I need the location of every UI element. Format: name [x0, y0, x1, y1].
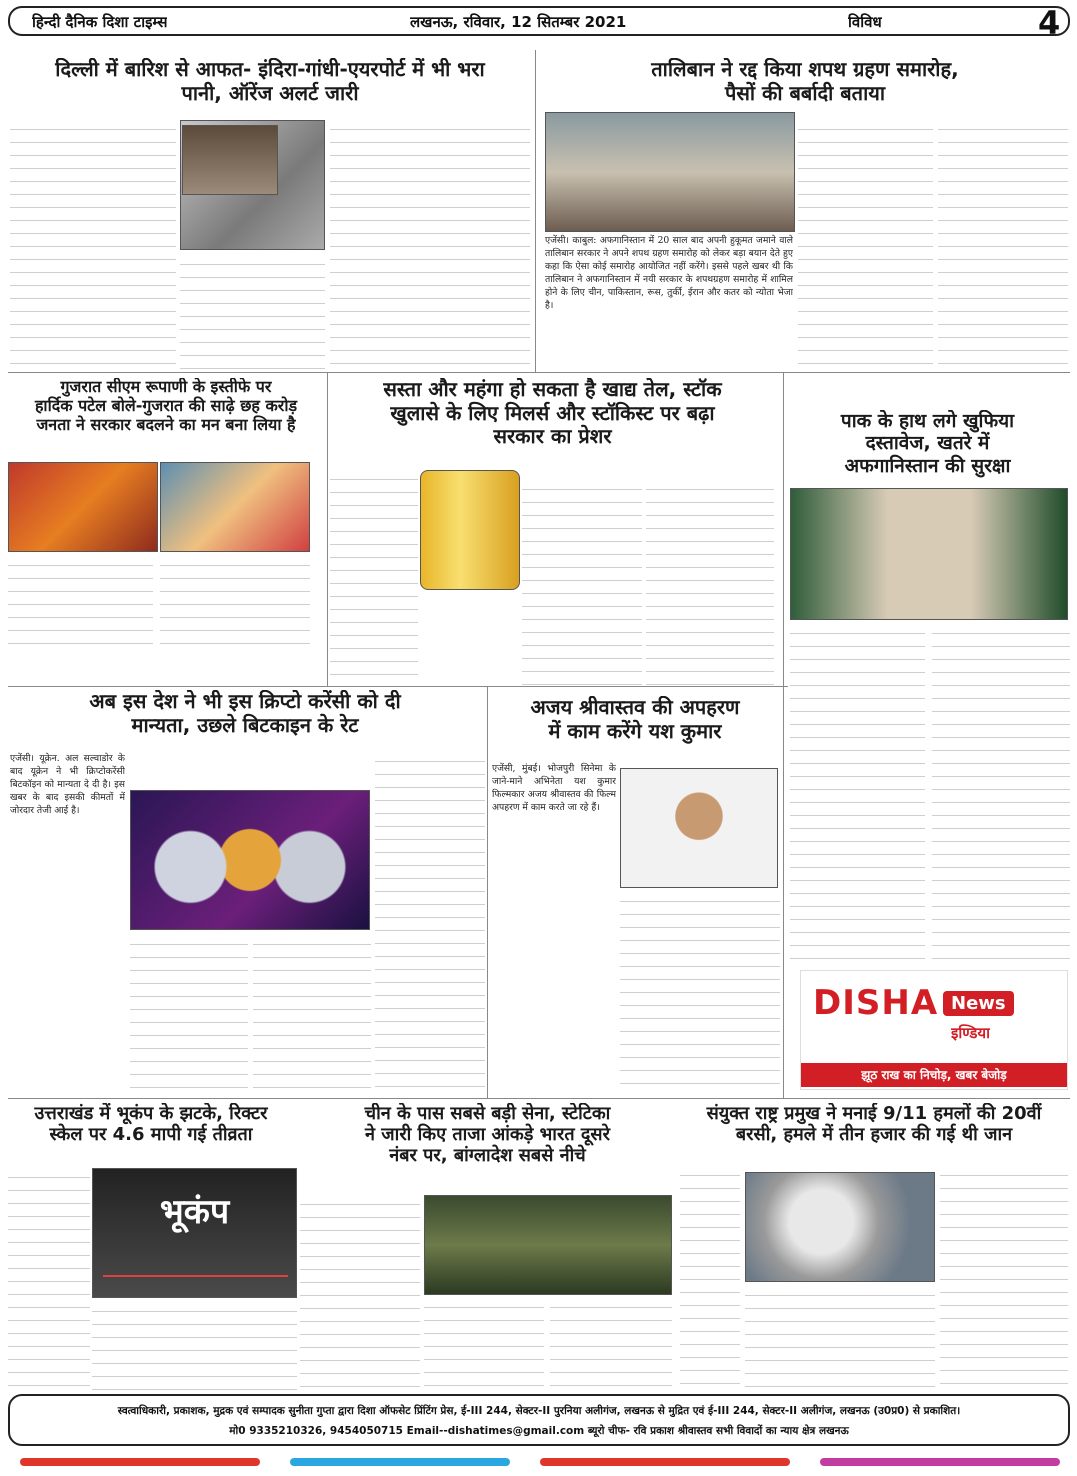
- headline: पानी, ऑरेंज अलर्ट जारी: [181, 80, 359, 105]
- article-body: [646, 480, 774, 685]
- headline: दस्तावेज, खतरे में: [865, 432, 990, 455]
- headline: सरकार का प्रेशर: [493, 424, 612, 449]
- article-taliban: [540, 58, 1070, 118]
- article-body: [798, 120, 933, 365]
- article-body: [424, 1298, 544, 1390]
- headline: चीन के पास सबसे बड़ी सेना, स्टेटिका: [364, 1103, 611, 1124]
- china-army-photo: [424, 1195, 672, 1295]
- headline: मान्यता, उछले बिटकाइन के रेट: [131, 712, 359, 737]
- article-yash: [490, 696, 780, 756]
- divider: [327, 372, 328, 686]
- color-bar-red: [20, 1458, 260, 1466]
- headline: पाक के हाथ लगे खुफिया: [840, 410, 1015, 432]
- article-body: [92, 1302, 297, 1390]
- oil-bottle-image: [420, 470, 520, 590]
- article-earthquake: [6, 1103, 296, 1163]
- article-un-911: [678, 1103, 1070, 1163]
- article-body: [932, 624, 1070, 964]
- article-lead: एजेंसी। यूक्रेन. अल सल्वाडोर के बाद यूक्रेन ने भी क्रिप्टोकरेंसी बिटकॉइन को मान्यता दे दी है। इस खबर के बाद इसकी कीमतों में जोरदार तेजी आई है।: [10, 753, 125, 817]
- article-body: [8, 1168, 90, 1390]
- headline: संयुक्त राष्ट्र प्रमुख ने मनाई 9/11 हमलों की 20वीं: [706, 1103, 1042, 1124]
- section-name: विविध: [848, 13, 882, 31]
- crypto-coins-image: [130, 790, 370, 930]
- article-body: [330, 120, 530, 370]
- earthquake-image: [92, 1168, 297, 1298]
- divider: [783, 372, 784, 1098]
- article-edible-oil: [330, 378, 775, 478]
- imprint-footer: [8, 1394, 1070, 1446]
- ad-brand-suffix: News: [943, 991, 1014, 1016]
- ad-tagline: झूठ राख का निचोड़, खबर बेजोड़: [801, 1063, 1067, 1087]
- yash-kumar-photo: [620, 768, 778, 888]
- masthead: [8, 6, 1070, 36]
- city-date: लखनऊ, रविवार, 12 सितम्बर 2021: [410, 13, 627, 31]
- headline: में काम करेंगे यश कुमार: [548, 718, 722, 743]
- headline: हार्दिक पटेल बोले-गुजरात की साढ़े छह करोड़: [34, 395, 298, 415]
- headline: दिल्ली में बारिश से आफत- इंदिरा-गांधी-एयरपोर्ट में भी भरा: [55, 58, 485, 81]
- article-pak-docs: [785, 410, 1070, 490]
- article-gujarat: [6, 378, 326, 458]
- article-body: [253, 935, 371, 1095]
- article-body: [180, 255, 325, 370]
- article-body: [375, 752, 485, 1092]
- divider: [8, 686, 788, 687]
- article-crypto: [10, 690, 480, 748]
- headline: अजय श्रीवास्तव की अपहरण: [530, 696, 740, 719]
- imprint-line: स्वत्वाधिकारी, प्रकाशक, मुद्रक एवं सम्पादक सुनीता गुप्ता द्वारा दिशा ऑफसेट प्रिंटिंग प्रेस, ई-III 244, सेक्टर-II पुरनिया अलीगंज, लखनऊ से मुद्रित एवं ई-III 244, सेक्टर-II अलीगंज, लखनऊ (उ0प्र0) से प्रकाशित।: [117, 1405, 961, 1417]
- headline: उत्तराखंड में भूकंप के झटके, रिक्टर: [34, 1103, 268, 1124]
- disha-news-ad: [800, 970, 1068, 1090]
- imran-khan-photo: [790, 488, 1068, 620]
- color-bar-magenta: [820, 1458, 1060, 1466]
- article-body: [620, 892, 780, 1092]
- article-body: [300, 1195, 420, 1390]
- divider: [8, 1098, 1070, 1099]
- contact-line: मो0 9335210326, 9454050715 Email--dishatimes@gmail.com ब्यूरो चीफ- रवि प्रकाश श्रीवास्तव सभी विवादों का न्याय क्षेत्र लखनऊ: [229, 1425, 849, 1437]
- article-lead: एजेंसी, मुंबई। भोजपुरी सिनेमा के जाने-माने अभिनेता यश कुमार फिल्मकार अजय श्रीवास्तव की फिल्म अपहरण में काम करते जा रहे हैं।: [492, 763, 616, 814]
- article-body: [680, 1166, 740, 1390]
- page-number: 4: [1038, 6, 1061, 36]
- divider: [8, 372, 1070, 373]
- ad-brand: DISHA: [813, 983, 939, 1023]
- article-lead: एजेंसी। काबुल: अफगानिस्तान में 20 साल बाद अपनी हुकूमत जमाने वाले तालिबान सरकार ने अपने शपथ ग्रहण समारोह को लेकर बड़ा बयान देते हुए कहा कि ऐसा कोई समारोह आयोजित नहीं करेंगे। इससे पहले खबर थी कि तालिबान ने अफगानिस्तान में नयी सरकार के शपथग्रहण समारोह में शामिल होने के लिए चीन, पाकिस्तान, रूस, तुर्की, ईरान और कतर को न्योता भेजा है।: [545, 235, 793, 312]
- paper-name: हिन्दी दैनिक दिशा टाइम्स: [32, 13, 168, 31]
- headline: तालिबान ने रद्द किया शपथ ग्रहण समारोह,: [651, 58, 959, 81]
- headline: नंबर पर, बांग्लादेश सबसे नीचे: [389, 1145, 586, 1167]
- headline: स्केल पर 4.6 मापी गई तीव्रता: [49, 1124, 253, 1146]
- seismograph-line: [103, 1253, 288, 1277]
- article-body: [130, 935, 248, 1095]
- wtc-smoke-photo: [745, 1172, 935, 1282]
- hardik-photo: [8, 462, 158, 552]
- taliban-meeting-photo: [545, 112, 795, 232]
- article-body: [745, 1286, 935, 1390]
- divider: [487, 686, 488, 1098]
- article-body: [940, 1166, 1068, 1390]
- article-body: [550, 1298, 672, 1390]
- ad-region: इण्डिया: [951, 1024, 990, 1042]
- article-body: [160, 556, 310, 656]
- headline: खुलासे के लिए मिलर्स और स्टॉकिस्ट पर बढ़ा: [390, 400, 715, 425]
- rupani-photo: [160, 462, 310, 552]
- airport-photo: [182, 125, 278, 195]
- earthquake-image-text: भूकंप: [159, 1192, 230, 1232]
- divider: [535, 50, 536, 372]
- article-body: [8, 556, 153, 656]
- color-bar-blue: [290, 1458, 510, 1466]
- headline: पैसों की बर्बादी बताया: [724, 80, 886, 105]
- color-bar-red: [540, 1458, 790, 1466]
- headline: अब इस देश ने भी इस क्रिप्टो करेंसी को दी: [89, 690, 401, 713]
- article-china-army: [300, 1103, 675, 1193]
- headline: अफगानिस्तान की सुरक्षा: [844, 454, 1011, 477]
- headline: ने जारी किए ताजा आंकड़े भारत दूसरे: [365, 1124, 610, 1146]
- headline: सस्ता और महंगा हो सकता है खाद्य तेल, स्टॉक: [383, 378, 722, 401]
- article-body: [330, 470, 418, 685]
- headline: बरसी, हमले में तीन हजार की गई थी जान: [735, 1124, 1013, 1146]
- headline: गुजरात सीएम रूपाणी के इस्तीफे पर: [60, 378, 272, 396]
- headline: जनता ने सरकार बदलने का मन बना लिया है: [36, 414, 296, 434]
- article-body: [790, 624, 925, 964]
- article-body: [10, 120, 176, 370]
- article-delhi-rain: [10, 58, 530, 118]
- article-body: [522, 480, 642, 685]
- article-body: [938, 120, 1068, 365]
